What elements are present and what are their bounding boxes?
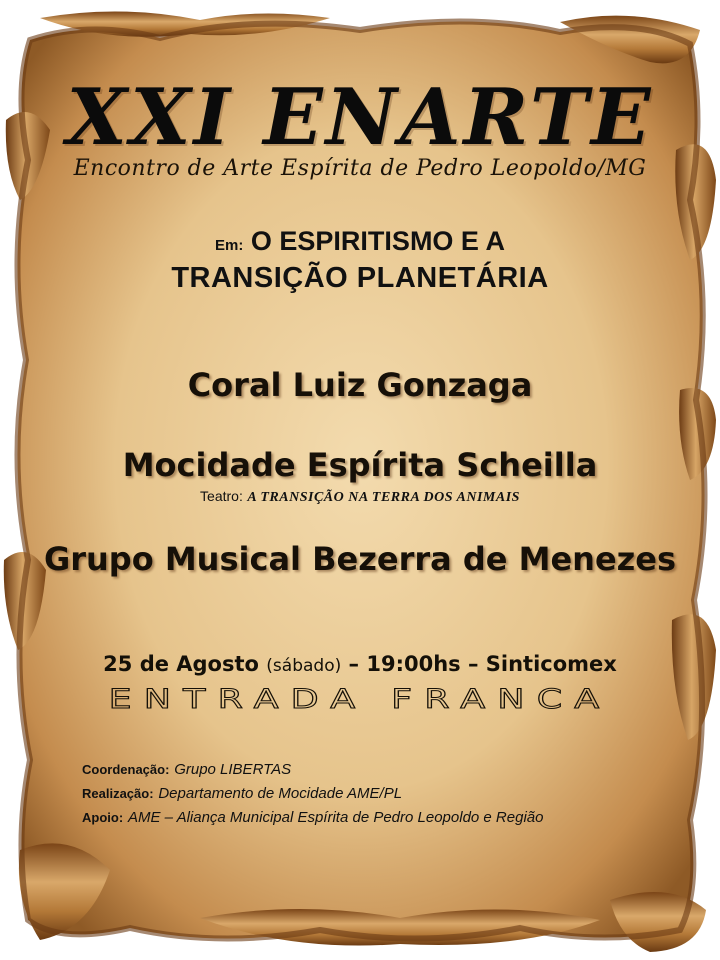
theme-line-1 [0, 226, 720, 257]
event-time-venue: – 19:00hs – Sinticomex [348, 652, 617, 676]
teatro-line [0, 488, 720, 506]
credit-value: AME – Aliança Municipal Espírita de Pedro Leopoldo e Região [127, 809, 544, 826]
theme-line-2: TRANSIÇÃO PLANETÁRIA [171, 262, 549, 294]
credit-value: Departamento de Mocidade AME/PL [158, 785, 403, 802]
credit-label: Coordenação: [82, 762, 170, 777]
event-date-line [0, 652, 720, 676]
theme-text-1: O ESPIRITISMO E A [250, 226, 505, 256]
performer-coral: Coral Luiz Gonzaga [187, 366, 533, 404]
performer-grupo-musical: Grupo Musical Bezerra de Menezes [43, 540, 677, 578]
teatro-title: A TRANSIÇÃO NA TERRA DOS ANIMAIS [247, 490, 520, 505]
credit-value: Grupo LIBERTAS [174, 761, 292, 778]
teatro-label: Teatro: [200, 488, 243, 504]
performer-mocidade: Mocidade Espírita Scheilla [122, 446, 598, 484]
entry-free-banner: ENTRADA FRANCA [108, 684, 612, 715]
theme-prefix: Em: [215, 237, 244, 254]
poster-title: XXI ENARTE [66, 72, 654, 163]
event-weekday: (sábado) [266, 656, 342, 676]
credit-label: Apoio: [82, 810, 124, 825]
credit-label: Realização: [82, 786, 154, 801]
credit-coordenacao [82, 760, 682, 778]
poster-subtitle: Encontro de Arte Espírita de Pedro Leopoldo/MG [73, 156, 647, 181]
credit-apoio [82, 808, 682, 826]
event-date: 25 de Agosto [103, 652, 259, 676]
credit-realizacao [82, 784, 682, 802]
